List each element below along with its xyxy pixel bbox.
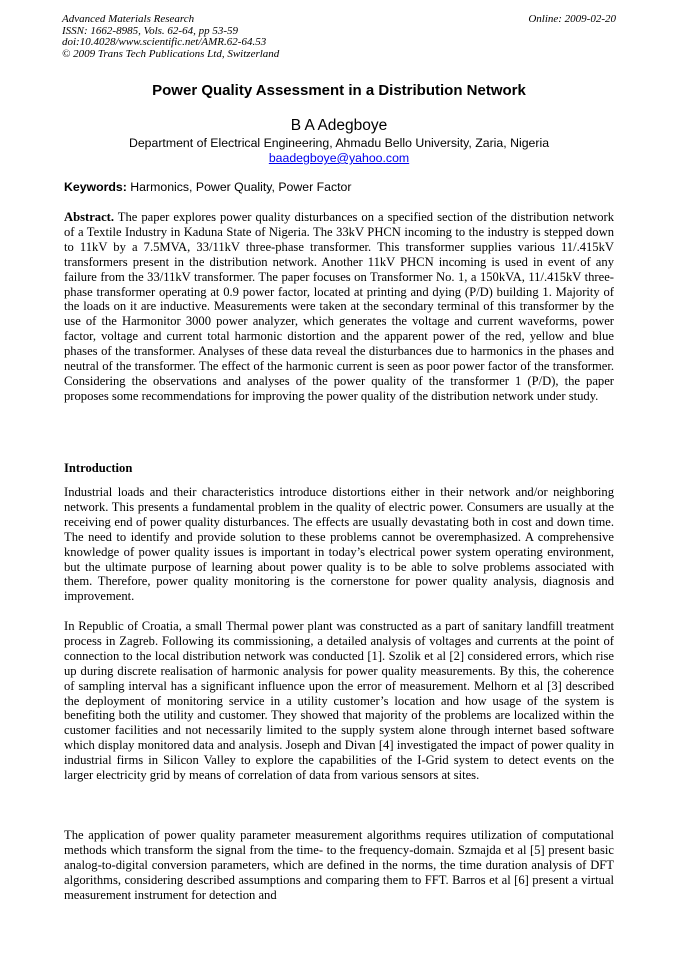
journal-issn: ISSN: 1662-8985, Vols. 62-64, pp 53-59 — [62, 24, 238, 37]
keywords-list: Harmonics, Power Quality, Power Factor — [130, 180, 352, 194]
body-paragraph: The application of power quality parameter measurement algorithms requires utilization of computational methods which transform the signal from the time- to the frequency-domain. Szmajda et al [5] present basic analog-to-digital conversion parameters, which are defined in the norms, the time duration analysis of DFT algorithms, considering described assumptions and comparing them to FFT. Barros et al [6] present a virtual measurement instrument for detection and — [64, 828, 614, 902]
body-paragraph: Industrial loads and their characteristics introduce distortions either in their network and/or neighboring network. This presents a fundamental problem in the quality of electric power. Consumers are usually at the receiving end of power quality disturbances. The effects are usually devastating both in cost and down time. The need to identify and provide solution to these problems cannot be overemphasized. A comprehensive knowledge of power quality issues is important in today’s electrical power system operating environment, but the ultimate purpose of learning about power quality is to be able to solve problems associated with them. Therefore, power quality monitoring is the cornerstone for power quality analysis, diagnosis and improvement. — [64, 485, 614, 604]
journal-info — [62, 14, 279, 60]
author-email-line — [0, 151, 678, 165]
abstract-label: Abstract. — [64, 210, 115, 224]
paper-title: Power Quality Assessment in a Distribution Network — [152, 82, 526, 99]
keywords — [64, 180, 351, 194]
author-email-link[interactable]: baadegboye@yahoo.com — [268, 151, 410, 165]
abstract — [64, 210, 614, 404]
abstract-text: The paper explores power quality disturbances on a specified section of the distribution network of a Textile Industry in Kaduna State of Nigeria. The 33kV PHCN incoming to the industry is stepped down to 11kV by a 7.5MVA, 33/11kV three-phase transformer. This transformer supplies various 11/.415kV transformers present in the distribution network. Another 11kV PHCN incoming is used in event of any failure from the 33/11kV transformer. The paper focuses on Transformer No. 1, a 150kVA, 11/.415kV three-phase transformer operating at 0.9 power factor, located at printing and dying (P/D) building 1. Majority of the loads on it are inductive. Measurements were taken at the secondary terminal of this transformer by the use of the Harmonitor 3000 power analyzer, which generates the voltage and current waveforms, power factor, voltage and current total harmonic distortion and the apparent power of the red, yellow and blue phases of the transformer. Analyses of these data reveal the disturbances due to harmonics in the phases and neutral of the transformer. The effect of the harmonic current is seen as poor power factor of the transformer. Considering the observations and analyses of the power quality of the transformer 1 (P/D), the paper proposes some recommendations for improving the power quality of the distribution network under study. — [64, 210, 614, 403]
journal-doi: doi:10.4028/www.scientific.net/AMR.62-64.53 — [62, 36, 267, 48]
author-name: B A Adegboye — [290, 117, 388, 134]
journal-name: Advanced Materials Research — [62, 13, 195, 25]
online-date: Online: 2009-02-20 — [528, 13, 616, 25]
keywords-label: Keywords: — [64, 180, 127, 194]
introduction-heading: Introduction — [64, 461, 133, 475]
author-affiliation: Department of Electrical Engineering, Ahmadu Bello University, Zaria, Nigeria — [128, 136, 550, 150]
body-paragraph: In Republic of Croatia, a small Thermal power plant was constructed as a part of sanitary landfill treatment process in Zagreb. Following its commissioning, a detailed analysis of voltages and currents at the point of connection to the local distribution network was conducted [1]. Szolik et al [2] considered errors, which rise up during discrete realisation of harmonic analysis for power quality measurements. By this, the coherence of sampling interval has a significant influence upon the error of measurement. Melhorn et al [3] described the deployment of monitoring service in a utility customer’s location and how usage of the system is benefiting both the utility and customer. They showed that majority of the problems are localized within the customer facilities and not necessarily limited to the supply system alone through internet based software which display monitored data and analysis. Joseph and Divan [4] investigated the impact of power quality in industrial firms in Silicon Valley to explore the capabilities of the I-Grid system to detect events on the larger electricity grid by means of correlation of data from various sensors at sites. — [64, 619, 614, 783]
journal-copyright: © 2009 Trans Tech Publications Ltd, Switzerland — [62, 47, 280, 60]
